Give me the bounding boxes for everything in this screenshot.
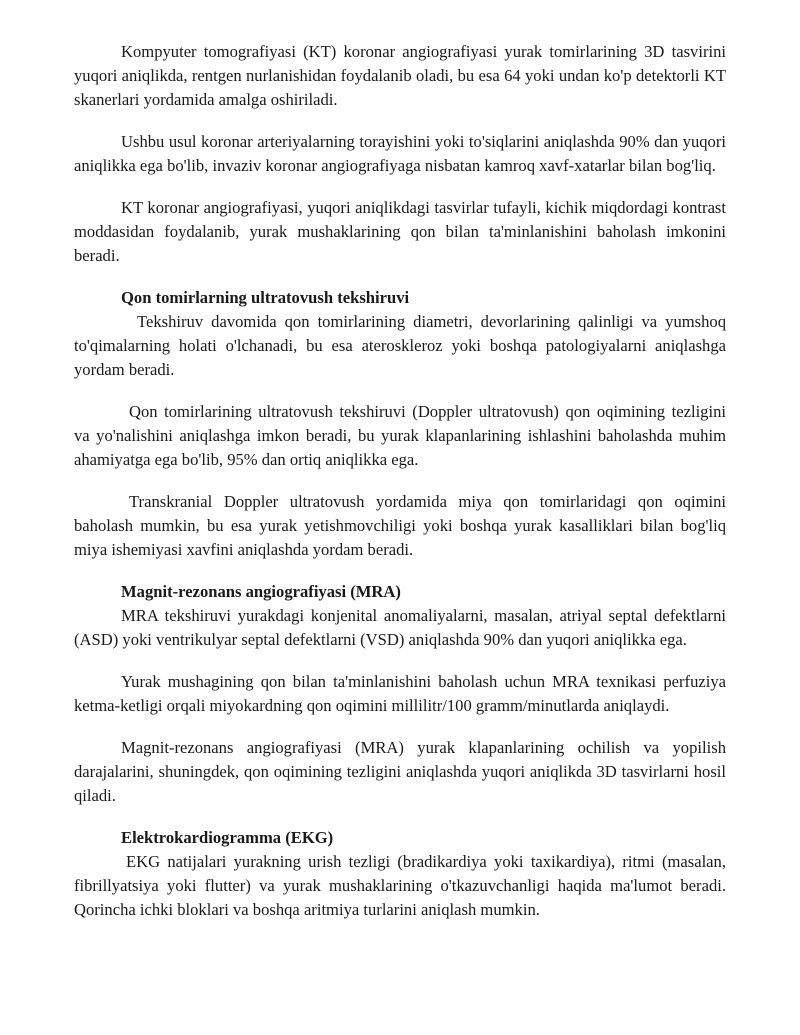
heading-ekg: Elektrokardiogramma (EKG) (121, 828, 334, 847)
document-page (74, 40, 726, 922)
paragraph-mra-valves: Magnit-rezonans angiografiyasi (MRA) yurak klapanlarining ochilish va yopilish darajalarini, shuningdek, qon oqimining tezligini aniqlashda yuqori aniqlikda 3D tasvirlarni hosil qiladi. (74, 738, 726, 805)
paragraph-ultrasound-transcranial: Transkranial Doppler ultratovush yordamida miya qon tomirlaridagi qon oqimini baholash mumkin, bu esa yurak yetishmovchiligi yoki boshqa yurak kasalliklari bilan bog'liq miya ishemiyasi xavfini aniqlashda yordam beradi. (74, 492, 726, 559)
paragraph-kt-contrast: KT koronar angiografiyasi, yuqori aniqlikdagi tasvirlar tufayli, kichik miqdordagi kontrast moddasidan foydalanib, yurak mushaklarining qon bilan ta'minlanishini baholash imkonini beradi. (74, 198, 726, 265)
paragraph-kt-accuracy: Ushbu usul koronar arteriyalarning torayishini yoki to'siqlarini aniqlashda 90% dan yuqori aniqlikka ega bo'lib, invaziv koronar angiografiyaga nisbatan kamroq xavf-xatarlar bilan bog'liq. (74, 132, 726, 175)
paragraph-mra-congenital: MRA tekshiruvi yurakdagi konjenital anomaliyalarni, masalan, atriyal septal defektlarni (ASD) yoki ventrikulyar septal defektlarni (VSD) aniqlashda 90% dan yuqori aniqlikka ega. (74, 606, 726, 649)
paragraph-ultrasound-measure: Tekshiruv davomida qon tomirlarining diametri, devorlarining qalinligi va yumshoq to'qimalarning holati o'lchanadi, bu esa ateroskleroz yoki boshqa patologiyalarni aniqlashga yordam beradi. (74, 312, 726, 379)
heading-mra: Magnit-rezonans angiografiyasi (MRA) (121, 582, 401, 601)
paragraph-mra-perfusion: Yurak mushagining qon bilan ta'minlanishini baholash uchun MRA texnikasi perfuziya ketma-ketligi orqali miyokardning qon oqimini millilitr/100 gramm/minutlarda aniqlaydi. (74, 672, 726, 715)
paragraph-ekg-results: EKG natijalari yurakning urish tezligi (bradikardiya yoki taxikardiya), ritmi (masalan, fibrillyatsiya yoki flutter) va yurak mushaklarining o'tkazuvchanligi haqida ma'lumot beradi. Qorincha ichki bloklari va boshqa aritmiya turlarini aniqlash mumkin. (74, 852, 726, 919)
heading-ultrasound: Qon tomirlarning ultratovush tekshiruvi (121, 288, 410, 307)
paragraph-kt-intro: Kompyuter tomografiyasi (KT) koronar angiografiyasi yurak tomirlarining 3D tasvirini yuqori aniqlikda, rentgen nurlanishidan foydalanib oladi, bu esa 64 yoki undan ko'p detektorli KT skanerlari yordamida amalga oshiriladi. (74, 42, 726, 109)
paragraph-ultrasound-doppler: Qon tomirlarining ultratovush tekshiruvi (Doppler ultratovush) qon oqimining tezligini va yo'nalishini aniqlashga imkon beradi, bu yurak klapanlarining ishlashini baholashda muhim ahamiyatga ega bo'lib, 95% dan ortiq aniqlikka ega. (74, 402, 726, 469)
